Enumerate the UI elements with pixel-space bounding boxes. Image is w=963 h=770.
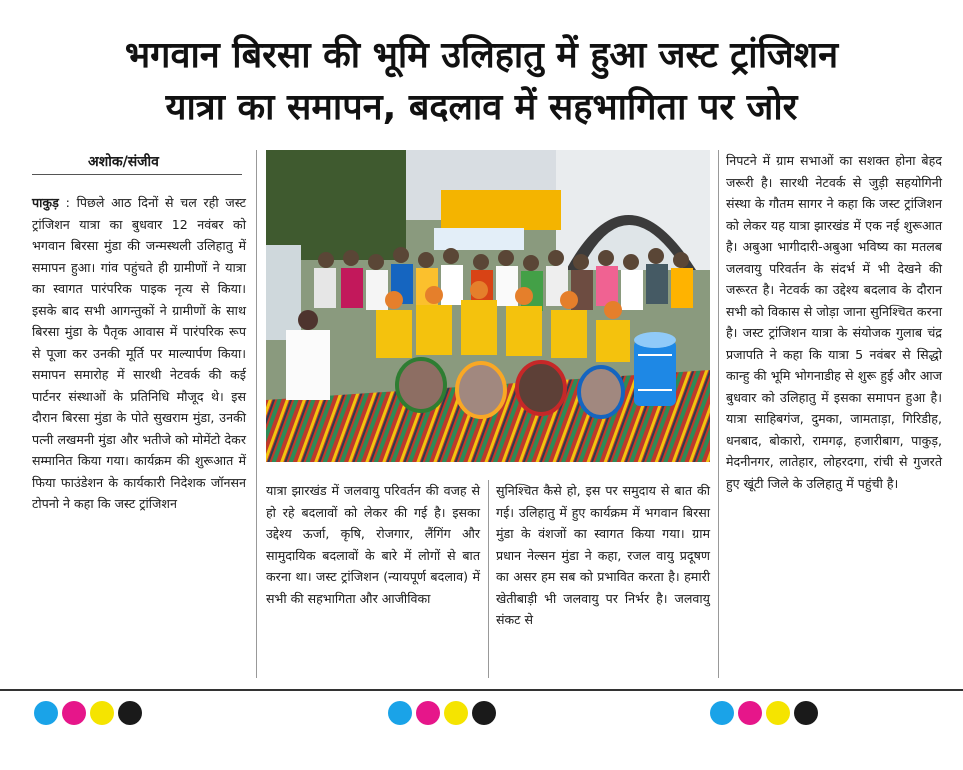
yellow-dot (90, 701, 114, 725)
black-dot (794, 701, 818, 725)
column-divider (256, 150, 257, 678)
magenta-dot (416, 701, 440, 725)
yellow-dot (766, 701, 790, 725)
dateline: पाकुड़ (32, 195, 59, 210)
black-dot (472, 701, 496, 725)
photo-of-drummers-and-crowd-icon (266, 150, 710, 462)
cyan-dot (710, 701, 734, 725)
black-dot (118, 701, 142, 725)
article-column-3: सुनिश्चित कैसे हो, इस पर समुदाय से बात की गई। उलिहातु में हुए कार्यक्रम में भगवान बिरसा मुंडा के वंशजों का स्वागत किया गया। ग्राम प्रधान नेल्सन मुंडा ने कहा, रजल वायु प्रदूषण का असर हम सब को प्रभावित करता है। हमारी खेतीबाड़ी भी जलवायु पर निर्भर है। जलवायु संकट से (496, 483, 710, 627)
article-column-4: निपटने में ग्राम सभाओं का सशक्त होना बेहद जरूरी है। सारथी नेटवर्क से जुड़ी सहयोगिनी संस्था के गौतम सागर ने कहा कि जस्ट ट्रांजिशन को लेकर यह यात्रा झारखंड में एक नई शुरूआत है। अबुआ भागीदारी-अबुआ भविष्य का मतलब जलवायु परिवर्तन के संदर्भ में भी देखने की जरूरत है। नेटवर्क का उद्देश्य बदलाव के दौरान सभी को विकास से जोड़ा जाना सुनिश्चित करना है। जस्ट ट्रांजिशन यात्रा के संयोजक गुलाब चंद्र प्रजापति ने कहा कि यात्रा 5 नवंबर से सिद्धो कान्हु की भूमि भोगनाडीह से शुरू हुई और आज बुधवार को उलिहातु में इसका समापन हुआ है। यात्रा साहिबगंज, दुमका, जामताड़ा, गिरिडीह, धनबाद, बोकारो, रामगढ़, हजारीबाग, पाकुड़, मेदनीनगर, लातेहार, लोहरदगा, रांची से गुजरते हुए खूंटी जिले के उलिहातु में पहुंची है। (726, 153, 942, 491)
column-divider (488, 480, 489, 678)
byline-rule (32, 174, 242, 175)
registration-marks-right (710, 701, 818, 725)
event-photo (266, 150, 710, 462)
registration-marks-center (388, 701, 496, 725)
column-1-text: : पिछले आठ दिनों से चल रही जस्ट ट्रांजिशन यात्रा का बुधवार 12 नवंबर को भगवान बिरसा मुंडा की जन्मस्थली उलिहातु में समापन हुआ। गांव पहुंचते ही ग्रामीणों ने यात्रा का स्वागत पारंपरिक पाइक नृत्य से किया। इसके बाद सभी आगन्तुकों ने ग्रामीणों के साथ बिरसा मुंडा के पैतृक आवास में पारंपरिक रूप से पूजा कर उनकी मूर्ति पर माल्यार्पण किया। समापन समारोह में सारथी नेटवर्क की कई पार्टनर संस्थाओं के प्रतिनिधि मौजूद थे। इस दौरान बिरसा मुंडा के पोते सुखराम मुंडा, उनकी पत्नी लखमनी मुंडा और भतीजे को मोमेंटो देकर सम्मानित किया गया। कार्यक्रम की शुरूआत में फिया फाउंडेशन के कार्यकारी निदेशक जॉनसन टोपनो ने कहा कि जस्ट ट्रांजिशन (32, 195, 246, 511)
cyan-dot (34, 701, 58, 725)
registration-marks-left (34, 701, 142, 725)
headline-line-2: यात्रा का समापन, बदलाव में सहभागिता पर जोर (165, 87, 798, 128)
article-column-2: यात्रा झारखंड में जलवायु परिवर्तन की वजह से हो रहे बदलावों को लेकर की गई है। इसका उद्देश्य ऊर्जा, कृषि, रोजगार, लैंगिंग और सामुदायिक बदलावों के बारे में लोगों से बात करना था। जस्ट ट्रांजिशन (न्यायपूर्ण बदलाव) में सभी की सहभागिता और आजीविका (266, 483, 480, 606)
column-divider (718, 150, 719, 678)
article-column-1 (32, 192, 246, 515)
magenta-dot (738, 701, 762, 725)
cyan-dot (388, 701, 412, 725)
yellow-dot (444, 701, 468, 725)
headline-line-1: भगवान बिरसा की भूमि उलिहातु में हुआ जस्ट ट्रांजिशन (124, 35, 839, 76)
footer-rule (0, 689, 963, 691)
byline: अशोक/संजीव (88, 154, 159, 170)
magenta-dot (62, 701, 86, 725)
